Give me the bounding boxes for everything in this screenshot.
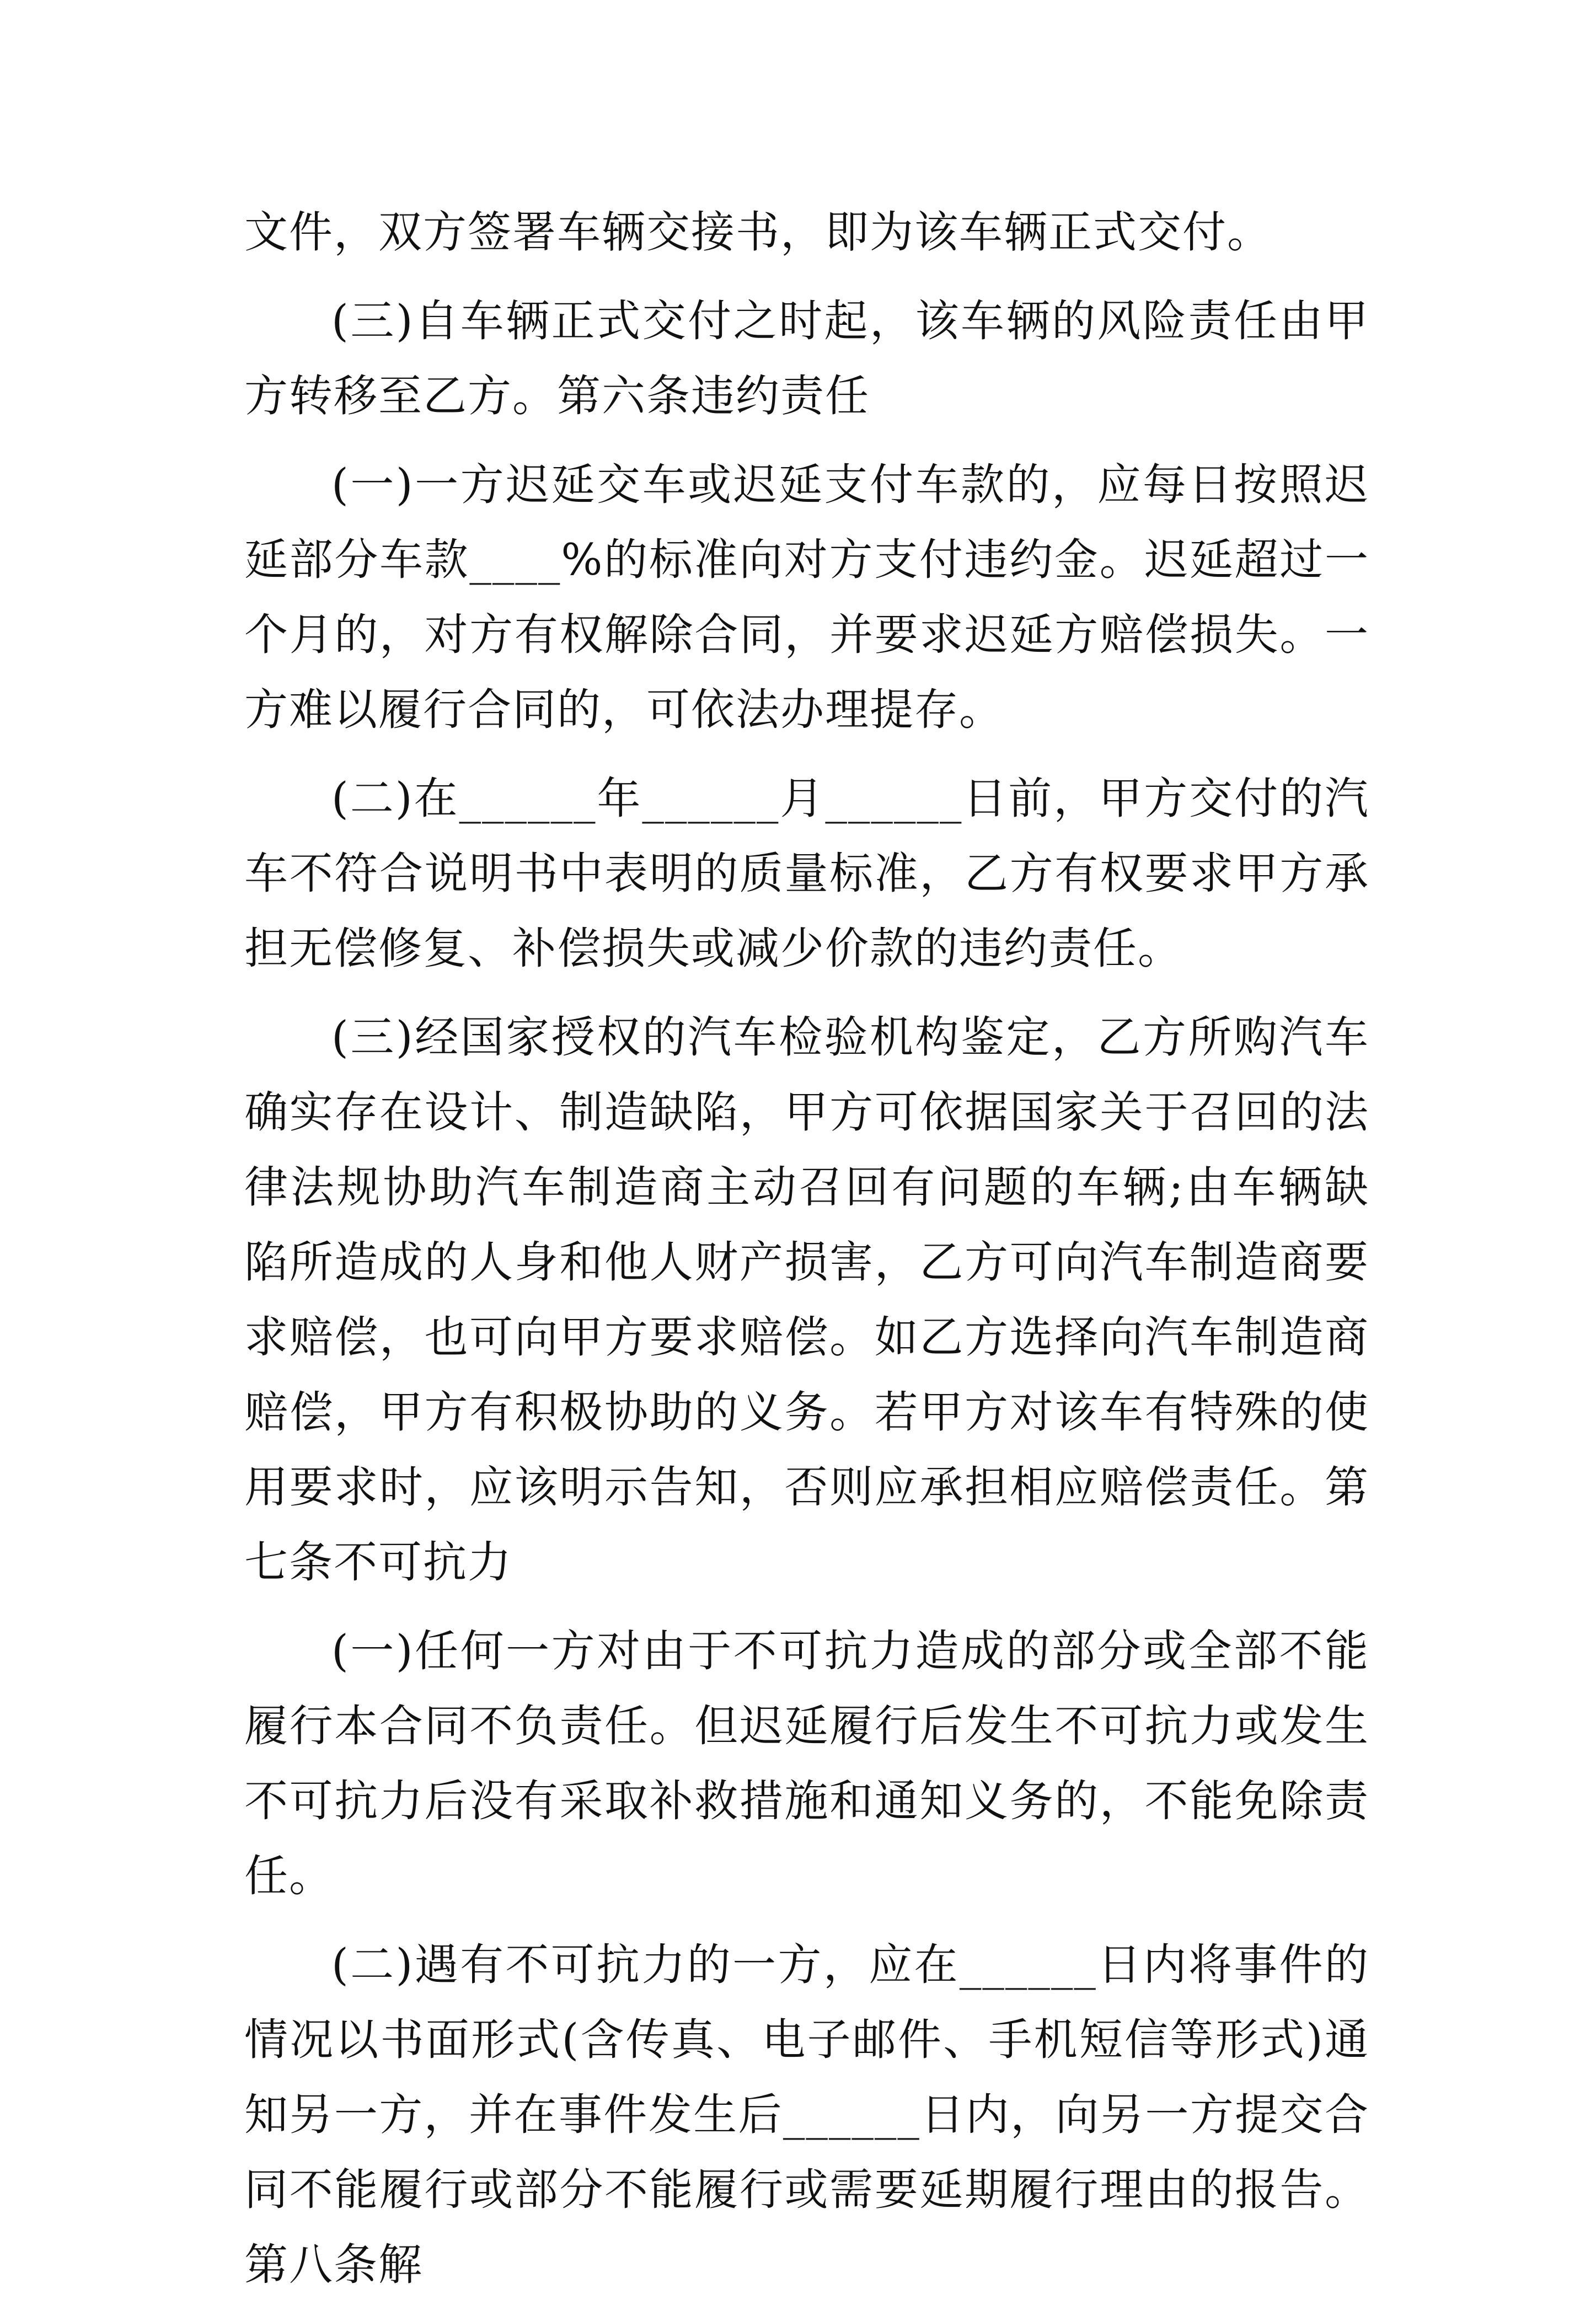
paragraph-4: (二)在______年______月______日前，甲方交付的汽车不符合说明书中表明的质量标准，乙方有权要求甲方承担无偿修复、补偿损失或减少价款的违约责任。 xyxy=(244,773,1369,974)
paragraph-1: 文件，双方签署车辆交接书，即为该车辆正式交付。 xyxy=(244,207,1272,258)
paragraph-5: (三)经国家授权的汽车检验机构鉴定，乙方所购汽车确实存在设计、制造缺陷，甲方可依据国家关于召回的法律法规协助汽车制造商主动召回有问题的车辆;由车辆缺陷所造成的人身和他人财产损害，乙方可向汽车制造商要求赔偿，也可向甲方要求赔偿。如乙方选择向汽车制造商赔偿，甲方有积极协助的义务。若甲方对该车有特殊的使用要求时，应该明示告知，否则应承担相应赔偿责任。第七条不可抗力 xyxy=(244,1012,1369,1588)
paragraph-6: (一)任何一方对由于不可抗力造成的部分或全部不能履行本合同不负责任。但迟延履行后发生不可抗力或发生不可抗力后没有采取补救措施和通知义务的，不能免除责任。 xyxy=(244,1626,1369,1901)
paragraph-3: (一)一方迟延交车或迟延支付车款的，应每日按照迟延部分车款____%的标准向对方支付违约金。迟延超过一个月的，对方有权解除合同，并要求迟延方赔偿损失。一方难以履行合同的，可依法办理提存。 xyxy=(244,459,1369,735)
paragraph-2: (三)自车辆正式交付之时起，该车辆的风险责任由甲方转移至乙方。第六条违约责任 xyxy=(244,296,1369,421)
paragraph-7: (二)遇有不可抗力的一方，应在______日内将事件的情况以书面形式(含传真、电子邮件、手机短信等形式)通知另一方，并在事件发生后______日内，向另一方提交合同不能履行或部分不能履行或需要延期履行理由的报告。第八条解 xyxy=(244,1939,1369,2290)
document-body xyxy=(244,195,1369,2316)
